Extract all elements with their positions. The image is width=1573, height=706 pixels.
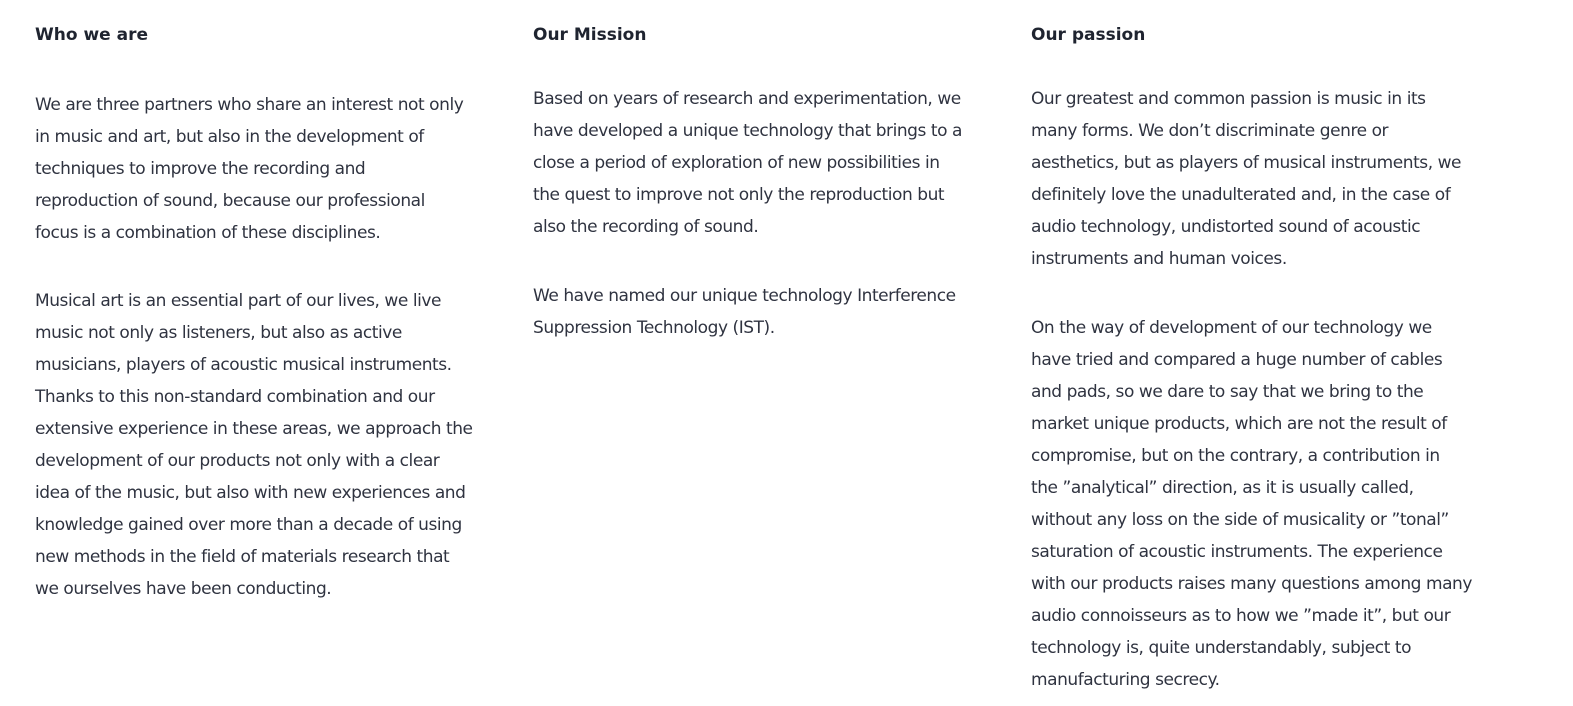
text-line: the quest to improve not only the reproduction but: [533, 185, 945, 205]
text-line: the ”analytical” direction, as it is usually called,: [1031, 478, 1414, 498]
text-line: saturation of acoustic instruments. The experience: [1031, 542, 1443, 562]
text-line: development of our products not only with a clear: [35, 451, 440, 471]
text-line: On the way of development of our technology we: [1031, 318, 1432, 338]
text-line: Thanks to this non-standard combination and our: [35, 387, 435, 407]
text-line: also the recording of sound.: [533, 217, 759, 237]
paragraph-who-we-are-2: [35, 285, 473, 605]
text-line: new methods in the field of materials research that: [35, 547, 450, 567]
text-line: music not only as listeners, but also as active: [35, 323, 402, 343]
text-line: in music and art, but also in the development of: [35, 127, 424, 147]
text-line: market unique products, which are not the result of: [1031, 414, 1447, 434]
paragraph-our-passion-2: [1031, 312, 1472, 696]
heading-our-passion: Our passion: [1031, 25, 1146, 45]
text-line: manufacturing secrecy.: [1031, 670, 1220, 690]
text-line: audio connoisseurs as to how we ”made it”, but our: [1031, 606, 1451, 626]
text-line: reproduction of sound, because our professional: [35, 191, 425, 211]
heading-our-mission: Our Mission: [533, 25, 647, 45]
text-line: Suppression Technology (IST).: [533, 318, 775, 338]
text-line: knowledge gained over more than a decade of using: [35, 515, 462, 535]
text-line: instruments and human voices.: [1031, 249, 1287, 269]
text-line: Our greatest and common passion is music in its: [1031, 89, 1426, 109]
text-line: technology is, quite understandably, subject to: [1031, 638, 1412, 658]
paragraph-our-mission-2: [533, 280, 956, 344]
text-line: Based on years of research and experimentation, we: [533, 89, 961, 109]
text-line: We are three partners who share an interest not only: [35, 95, 464, 115]
text-line: have developed a unique technology that brings to a: [533, 121, 962, 141]
text-line: idea of the music, but also with new experiences and: [35, 483, 466, 503]
paragraph-our-mission-1: [533, 83, 962, 243]
text-line: focus is a combination of these disciplines.: [35, 223, 381, 243]
text-line: Musical art is an essential part of our lives, we live: [35, 291, 441, 311]
text-line: compromise, but on the contrary, a contribution in: [1031, 446, 1440, 466]
heading-who-we-are: Who we are: [35, 25, 148, 45]
text-line: with our products raises many questions among many: [1031, 574, 1472, 594]
paragraph-who-we-are-1: [35, 89, 463, 249]
text-line: many forms. We don’t discriminate genre or: [1031, 121, 1389, 141]
paragraph-our-passion-1: [1031, 83, 1461, 275]
text-line: audio technology, undistorted sound of acoustic: [1031, 217, 1421, 237]
text-line: musicians, players of acoustic musical instruments.: [35, 355, 452, 375]
text-line: techniques to improve the recording and: [35, 159, 366, 179]
text-line: without any loss on the side of musicality or ”tonal”: [1031, 510, 1449, 530]
text-line: extensive experience in these areas, we approach the: [35, 419, 473, 439]
text-line: and pads, so we dare to say that we bring to the: [1031, 382, 1424, 402]
text-line: have tried and compared a huge number of cables: [1031, 350, 1443, 370]
text-line: We have named our unique technology Interference: [533, 286, 956, 306]
text-line: aesthetics, but as players of musical instruments, we: [1031, 153, 1462, 173]
text-line: close a period of exploration of new possibilities in: [533, 153, 940, 173]
text-line: we ourselves have been conducting.: [35, 579, 332, 599]
text-line: definitely love the unadulterated and, in the case of: [1031, 185, 1451, 205]
